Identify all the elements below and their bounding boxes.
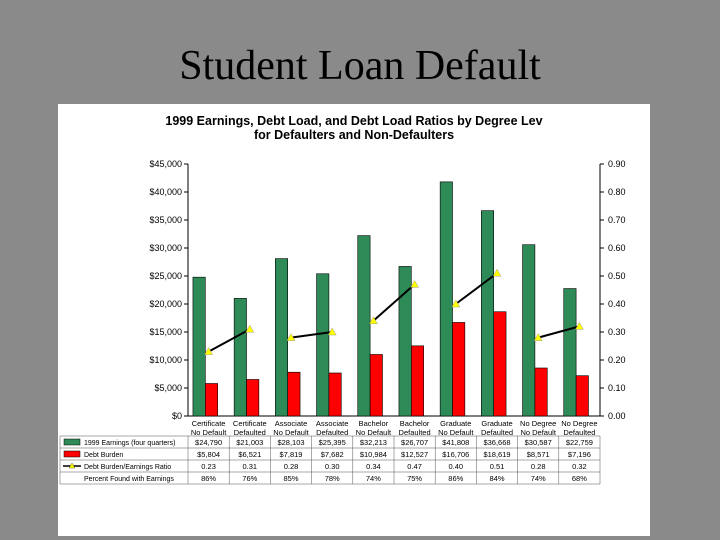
table-cell: 0.32 [572,462,587,471]
y2-tick-label: 0.20 [608,355,626,365]
x-tick-label-line1: Bachelor [358,419,389,428]
table-cell: 85% [283,474,299,483]
legend-label: Debt Burden/Earnings Ratio [84,464,172,471]
y2-tick-label: 0.60 [608,243,626,253]
slide-title: Student Loan Default [179,43,541,89]
table-cell: $24,790 [195,438,223,447]
table-cell: $7,682 [320,450,344,459]
x-tick-label-line1: Bachelor [399,419,430,428]
x-tick-label-line2: Defaulted [233,428,266,437]
earnings-bar [317,274,329,416]
table-cell: $26,707 [401,438,429,447]
y-tick-label: $30,000 [149,243,182,253]
y2-tick-label: 0.10 [608,383,626,393]
x-tick-label-line2: Defaulted [398,428,431,437]
chart-title-line1: 1999 Earnings, Debt Load, and Debt Load Ratios by Degree Lev [165,114,543,128]
x-tick-label-line2: No Default [190,428,227,437]
x-tick-label-line1: Graduate [440,419,472,428]
table-cell: 0.28 [530,462,546,471]
x-tick-label-line2: Defaulted [316,428,349,437]
table-cell: 0.34 [366,462,381,471]
x-tick-label-line2: Defaulted [480,428,514,437]
chart-panel [58,104,650,536]
table-cell: 74% [365,474,381,483]
table-cell: 68% [571,474,587,483]
y2-tick-label: 0.00 [608,411,626,421]
ratio-point [575,322,583,329]
x-tick-label-line2: No Default [273,428,309,437]
table-cell: $5,804 [197,450,221,459]
table-cell: 76% [242,474,258,483]
y2-tick-label: 0.70 [608,215,626,225]
table-cell: $8,571 [526,450,550,459]
table-cell: $36,668 [483,438,511,447]
table-cell: $21,003 [236,438,264,447]
table-cell: 0.51 [489,462,505,471]
x-tick-label-line2: No Default [438,428,474,437]
table-cell: $32,213 [359,438,387,447]
table-cell: 86% [201,474,217,483]
earnings-bar [523,245,535,416]
y-tick-label: $35,000 [149,215,182,225]
y2-tick-label: 0.90 [608,159,626,169]
x-tick-label-line2: Defaulted [563,428,596,437]
legend-label: 1999 Earnings (four quarters) [84,440,176,447]
earnings-bar [275,259,287,416]
y2-tick-label: 0.50 [608,271,626,281]
table-cell: $22,759 [565,438,593,447]
debt-bar [370,354,382,416]
ratio-point [493,269,501,276]
legend-label: Debt Burden [84,452,124,459]
table-cell: $41,808 [442,438,470,447]
earnings-bar [440,182,452,416]
chart-subtitle: for Defaulters and Non-Defaulters [253,128,455,142]
table-cell: 84% [489,474,505,483]
table-cell: 0.40 [448,462,464,471]
table-cell: $16,706 [442,450,470,459]
y-tick-label: $10,000 [149,355,182,365]
y-tick-label: $15,000 [149,327,182,337]
chart-svg [58,104,650,536]
table-cell: 78% [324,474,340,483]
y-tick-label: $40,000 [149,187,182,197]
y-tick-label: $45,000 [149,159,182,169]
y2-tick-label: 0.40 [608,299,626,309]
x-tick-label-line2: No Default [355,428,392,437]
table-cell: 0.47 [407,462,422,471]
debt-bar [288,372,300,416]
x-tick-label-line1: No Degree [561,419,598,428]
y-tick-label: $0 [171,411,182,421]
y-tick-label: $25,000 [149,271,182,281]
earnings-bar [358,236,370,416]
table-cell: $18,619 [483,450,511,459]
table-cell: 86% [448,474,464,483]
y2-tick-label: 0.30 [608,327,626,337]
table-cell: $7,196 [567,450,591,459]
x-tick-label-line1: No Degree [520,419,557,428]
x-tick-label-line1: Certificate [232,419,267,428]
table-cell: $10,984 [359,450,387,459]
x-tick-label-line1: Certificate [191,419,226,428]
debt-bar [247,379,259,416]
table-cell: 74% [530,474,546,483]
earnings-bar [193,277,205,416]
legend-swatch [64,439,80,445]
x-tick-label-line2: No Default [520,428,556,437]
earnings-bar [564,289,576,416]
debt-bar [535,368,547,416]
table-cell: $6,521 [238,450,262,459]
y-tick-label: $5,000 [154,383,182,393]
earnings-bar [481,211,493,416]
ratio-point [246,325,254,332]
table-cell: 0.28 [283,462,299,471]
table-cell: 0.31 [242,462,258,471]
debt-bar [205,383,217,416]
x-tick-label-line1: Associate [274,419,308,428]
earnings-bar [234,298,246,416]
ratio-point [411,280,419,287]
table-cell: 0.30 [324,462,340,471]
debt-bar [329,373,341,416]
x-tick-label-line1: Associate [315,419,349,428]
y-tick-label: $20,000 [149,299,182,309]
table-cell: $12,527 [401,450,429,459]
debt-bar [576,376,588,416]
debt-bar [411,346,423,416]
table-cell: $28,103 [277,438,305,447]
debt-bar [494,312,506,416]
table-cell: $25,395 [318,438,346,447]
debt-bar [453,322,465,416]
x-tick-label-line1: Graduate [481,419,513,428]
table-cell: $30,587 [524,438,552,447]
table-cell: $7,819 [279,450,303,459]
legend-swatch [64,451,80,457]
y2-tick-label: 0.80 [608,187,626,197]
legend-label: Percent Found with Earnings [84,476,174,483]
table-cell: 0.23 [201,462,216,471]
table-cell: 75% [407,474,423,483]
